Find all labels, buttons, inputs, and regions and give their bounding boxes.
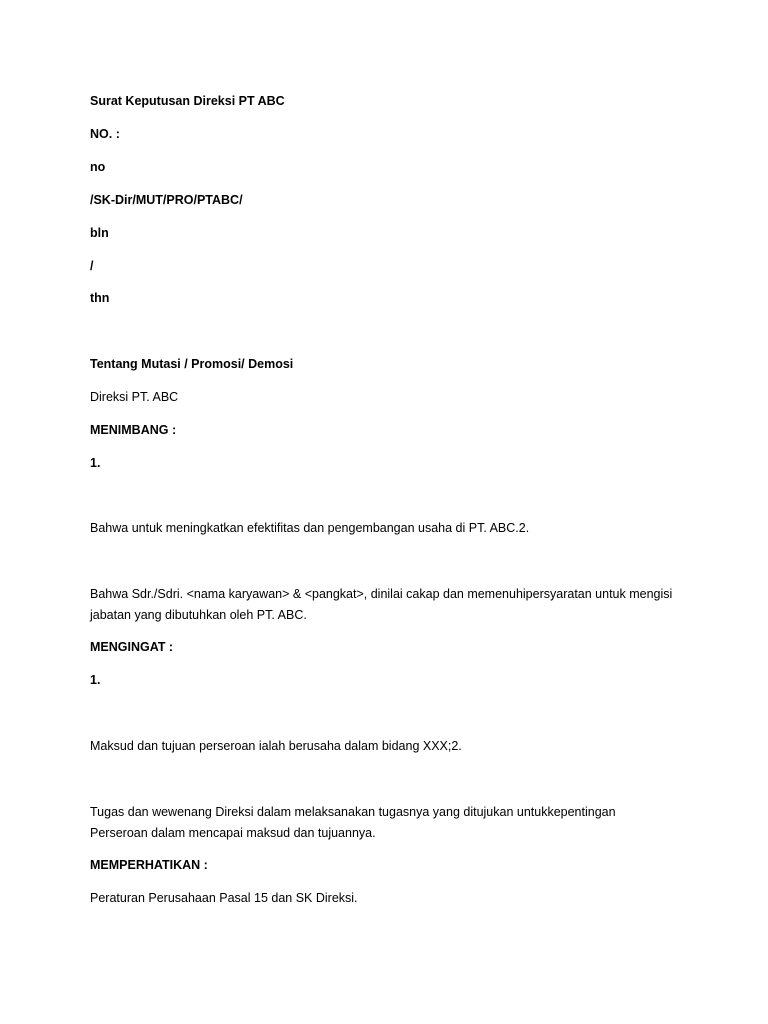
considering-heading: MENIMBANG : xyxy=(90,423,177,437)
number-code: /SK-Dir/MUT/PRO/PTABC/ xyxy=(90,193,243,207)
number-label: NO. : xyxy=(90,127,120,141)
remembering-number: 1. xyxy=(90,673,101,687)
noting-item-1: Peraturan Perusahaan Pasal 15 dan SK Direksi. xyxy=(90,891,358,905)
considering-item-1: Bahwa untuk meningkatkan efektifitas dan pengembangan usaha di PT. ABC.2. xyxy=(90,521,530,535)
considering-number: 1. xyxy=(90,456,101,470)
number-month: bln xyxy=(90,226,109,240)
remembering-heading: MENGINGAT : xyxy=(90,640,174,654)
remembering-item-2: Tugas dan wewenang Direksi dalam melaksanakan tugasnya yang ditujukan untukkepentingan Perseroan dalam mencapai maksud dan tujuannya. xyxy=(90,805,616,840)
considering-item-2: Bahwa Sdr./Sdri. <nama karyawan> & <pangkat>, dinilai cakap dan memenuhipersyaratan untuk mengisi jabatan yang dibutuhkan oleh PT. ABC. xyxy=(90,587,673,622)
document-issuer: Direksi PT. ABC xyxy=(90,390,179,404)
number-year: thn xyxy=(90,291,110,305)
document-subject: Tentang Mutasi / Promosi/ Demosi xyxy=(90,357,294,371)
noting-heading: MEMPERHATIKAN : xyxy=(90,858,208,872)
remembering-item-1: Maksud dan tujuan perseroan ialah berusaha dalam bidang XXX;2. xyxy=(90,739,462,753)
number-no: no xyxy=(90,160,106,174)
document-title: Surat Keputusan Direksi PT ABC xyxy=(90,94,285,108)
number-slash: / xyxy=(90,259,94,273)
